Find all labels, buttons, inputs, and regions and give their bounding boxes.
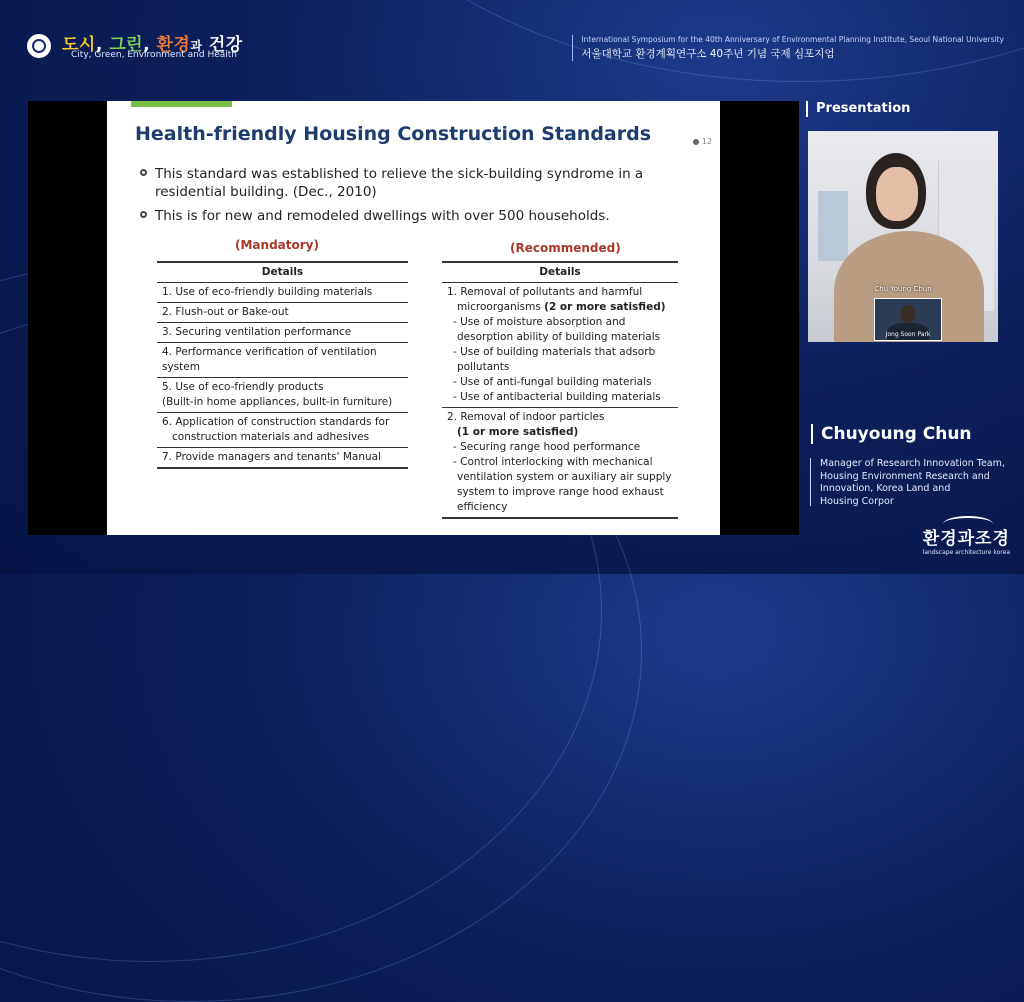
bullet-item: This standard was established to relieve the sick-building syndrome in a residential building. (Dec., 2010) bbox=[140, 165, 700, 201]
video-name-label: Chu Young Chun bbox=[874, 285, 932, 293]
presentation-label: Presentation bbox=[806, 101, 910, 117]
table-header: Details bbox=[157, 262, 408, 283]
symposium-info bbox=[572, 35, 1004, 61]
picture-in-picture-video bbox=[874, 298, 942, 341]
speaker-description: Manager of Research Innovation Team, Housing Environment Research and Innovation, Korea Land and Housing Corpor bbox=[820, 458, 1005, 507]
mandatory-heading: (Mandatory) bbox=[235, 238, 319, 252]
event-title-english: City, Green, Environment and Health bbox=[71, 50, 238, 60]
table-row: 1. Use of eco-friendly building materials bbox=[157, 283, 408, 303]
pip-name-label: Jong Soon Park bbox=[885, 331, 931, 338]
recommended-heading: (Recommended) bbox=[510, 241, 621, 255]
table-row: 6. Application of construction standards for construction materials and adhesives bbox=[157, 413, 408, 448]
speaker-face bbox=[876, 167, 918, 221]
shared-screen bbox=[28, 101, 799, 535]
table-row: 5. Use of eco-friendly products (Built-in home appliances, built-in furniture) bbox=[157, 378, 408, 413]
slide-page-number: 12 bbox=[693, 137, 712, 146]
mandatory-table bbox=[157, 261, 408, 469]
speaker-name: Chuyoung Chun bbox=[811, 424, 972, 444]
brand-arc-icon bbox=[943, 516, 993, 532]
table-row: 3. Securing ventilation performance bbox=[157, 323, 408, 343]
table-header: Details bbox=[442, 262, 678, 283]
presentation-slide bbox=[107, 101, 720, 535]
slide-title: Health-friendly Housing Construction Standards bbox=[135, 123, 652, 145]
university-seal-icon bbox=[27, 34, 51, 58]
slide-bullets bbox=[140, 165, 700, 231]
brand-logo: 환경과조경 landscape architecture korea bbox=[923, 524, 1010, 556]
symposium-title-korean: 서울대학교 환경계획연구소 40주년 기념 국제 심포지엄 bbox=[581, 48, 835, 60]
table-row: 4. Performance verification of ventilation system bbox=[157, 343, 408, 378]
bullet-icon bbox=[140, 169, 147, 176]
description-divider bbox=[810, 458, 811, 506]
table-row: 2. Flush-out or Bake-out bbox=[157, 303, 408, 323]
slide-accent-bar bbox=[131, 101, 232, 107]
bullet-item: This is for new and remodeled dwellings with over 500 households. bbox=[140, 207, 700, 225]
bullet-icon bbox=[140, 211, 147, 218]
table-row: 7. Provide managers and tenants' Manual bbox=[157, 448, 408, 469]
symposium-title-english: International Symposium for the 40th Anniversary of Environmental Planning Institute, Seoul National University bbox=[581, 35, 1004, 44]
recommended-table bbox=[442, 261, 678, 519]
speaker-video bbox=[808, 131, 998, 342]
table-row: 2. Removal of indoor particles (1 or more satisfied) - Securing range hood performance - Control interlocking with mechanical ventilation system or auxiliary air supply system to improve range hood exhaust efficiency bbox=[442, 408, 678, 519]
table-row: 1. Removal of pollutants and harmful microorganisms (2 or more satisfied) - Use of moisture absorption and desorption ability of building materials - Use of building materials that adsorb pollutants - Use of anti-fungal building materials - Use of antibacterial building materials bbox=[442, 283, 678, 408]
event-title-korean: 도시, 그린, 환경과 건강 bbox=[62, 35, 243, 55]
